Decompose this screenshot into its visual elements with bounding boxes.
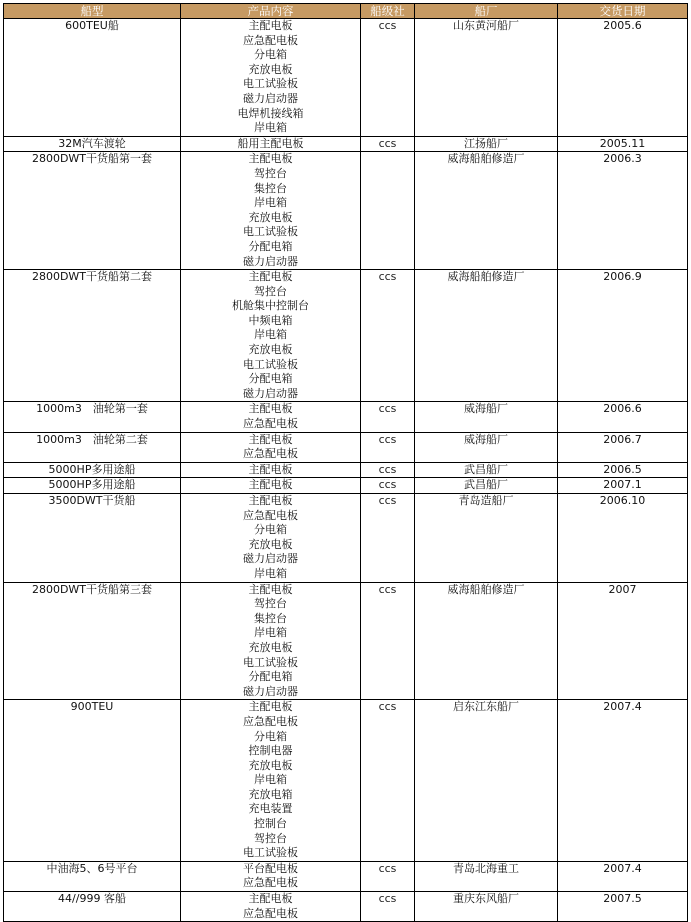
cell-delivery-date xyxy=(558,700,688,862)
cell-ship-type xyxy=(4,861,181,891)
product-item: 充放电板 xyxy=(248,343,293,357)
cell-delivery-date xyxy=(558,19,688,137)
product-item: 应急配电板 xyxy=(243,876,298,890)
product-item: 电焊机接线箱 xyxy=(237,106,304,120)
product-item: 充放电板 xyxy=(248,758,293,772)
header-shipyard: 船厂 xyxy=(415,4,558,19)
cell-class-society xyxy=(361,19,415,137)
product-item: 磁力启动器 xyxy=(243,91,298,105)
product-item: 充放电板 xyxy=(248,210,293,224)
cell-delivery-date-text: 2007 xyxy=(608,582,637,596)
cell-shipyard-text: 启东江东船厂 xyxy=(453,700,519,714)
product-item: 主配电板 xyxy=(248,270,293,284)
cell-class-society-text: ccs xyxy=(378,861,397,875)
product-item: 充电装置 xyxy=(248,802,293,816)
cell-shipyard xyxy=(415,892,558,922)
product-item: 机舱集中控制台 xyxy=(232,299,309,313)
cell-shipyard xyxy=(415,462,558,478)
cell-shipyard xyxy=(415,432,558,462)
table-row xyxy=(4,19,688,137)
table-row xyxy=(4,152,688,270)
cell-delivery-date xyxy=(558,432,688,462)
cell-shipyard-text: 威海船舶修造厂 xyxy=(447,152,525,166)
cell-ship-type xyxy=(4,582,181,700)
cell-products xyxy=(181,152,361,270)
product-item: 电工试验板 xyxy=(243,846,298,860)
cell-class-society xyxy=(361,582,415,700)
cell-products xyxy=(181,494,361,583)
cell-ship-type-text: 600TEU船 xyxy=(65,19,119,32)
product-item: 应急配电板 xyxy=(243,417,298,431)
product-item: 驾控台 xyxy=(254,831,287,845)
cell-products xyxy=(181,136,361,152)
cell-class-society-text xyxy=(361,152,414,167)
cell-shipyard-text: 威海船舶修造厂 xyxy=(447,582,525,596)
cell-class-society xyxy=(361,892,415,922)
product-item: 磁力启动器 xyxy=(243,684,298,698)
product-item: 驾控台 xyxy=(254,597,287,611)
cell-delivery-date-text: 2006.5 xyxy=(603,462,642,476)
cell-class-society-text: ccs xyxy=(378,582,397,596)
table-row xyxy=(4,462,688,478)
cell-shipyard xyxy=(415,700,558,862)
cell-delivery-date xyxy=(558,402,688,432)
cell-shipyard-text: 武昌船厂 xyxy=(464,462,508,476)
cell-shipyard xyxy=(415,494,558,583)
cell-ship-type-text: 5000HP多用途船 xyxy=(48,478,136,492)
cell-delivery-date xyxy=(558,861,688,891)
cell-ship-type-text: 44//999 客船 xyxy=(58,892,126,906)
cell-ship-type-text: 3500DWT干货船 xyxy=(48,494,136,507)
cell-ship-type-text: 5000HP多用途船 xyxy=(48,462,136,476)
cell-class-society-text: ccs xyxy=(378,19,397,32)
product-item: 分电箱 xyxy=(254,729,287,743)
product-item: 应急配电板 xyxy=(243,714,298,728)
table-row xyxy=(4,494,688,583)
cell-shipyard-text: 武昌船厂 xyxy=(464,478,508,492)
product-item: 岸电箱 xyxy=(254,328,287,342)
cell-class-society xyxy=(361,432,415,462)
product-item: 岸电箱 xyxy=(254,566,287,580)
product-item: 磁力启动器 xyxy=(243,254,298,268)
product-item: 岸电箱 xyxy=(254,626,287,640)
table-row xyxy=(4,136,688,152)
header-row xyxy=(4,4,688,19)
cell-ship-type-text: 1000m3 油轮第一套 xyxy=(36,402,148,416)
product-item: 驾控台 xyxy=(254,284,287,298)
cell-class-society-text: ccs xyxy=(378,478,397,492)
cell-shipyard xyxy=(415,152,558,270)
cell-delivery-date xyxy=(558,270,688,402)
cell-class-society xyxy=(361,462,415,478)
cell-delivery-date-text: 2006.6 xyxy=(603,402,642,416)
cell-shipyard-text: 山东黄河船厂 xyxy=(453,19,519,32)
cell-products xyxy=(181,462,361,478)
cell-delivery-date xyxy=(558,582,688,700)
product-item: 充放电板 xyxy=(248,640,293,654)
product-item: 磁力启动器 xyxy=(243,552,298,566)
cell-shipyard xyxy=(415,582,558,700)
cell-shipyard-text: 重庆东风船厂 xyxy=(453,892,519,906)
product-item: 主配电板 xyxy=(248,700,293,714)
product-item: 主配电板 xyxy=(248,432,293,446)
cell-ship-type xyxy=(4,402,181,432)
cell-delivery-date-text: 2007.4 xyxy=(603,700,642,714)
cell-products xyxy=(181,402,361,432)
table-row xyxy=(4,861,688,891)
table-row xyxy=(4,892,688,922)
cell-ship-type xyxy=(4,892,181,922)
cell-ship-type xyxy=(4,478,181,494)
table-row xyxy=(4,582,688,700)
cell-delivery-date-text: 2007.4 xyxy=(603,861,642,875)
cell-ship-type xyxy=(4,494,181,583)
product-item: 充放电箱 xyxy=(248,787,293,801)
cell-shipyard-text: 威海船舶修造厂 xyxy=(447,270,525,284)
product-item: 岸电箱 xyxy=(254,773,287,787)
product-item: 主配电板 xyxy=(248,478,293,492)
product-item: 主配电板 xyxy=(248,402,293,416)
cell-shipyard-text: 威海船厂 xyxy=(464,402,508,416)
cell-shipyard-text: 威海船厂 xyxy=(464,432,508,446)
cell-ship-type xyxy=(4,152,181,270)
cell-ship-type-text: 32M汽车渡轮 xyxy=(58,136,126,150)
cell-ship-type-text: 2800DWT干货船第一套 xyxy=(31,152,153,166)
cell-delivery-date xyxy=(558,892,688,922)
cell-shipyard xyxy=(415,478,558,494)
header-products: 产品内容 xyxy=(181,4,361,19)
product-item: 应急配电板 xyxy=(243,906,298,920)
product-item: 集控台 xyxy=(254,181,287,195)
cell-class-society xyxy=(361,136,415,152)
cell-ship-type xyxy=(4,136,181,152)
delivery-records-table xyxy=(3,3,688,922)
cell-delivery-date xyxy=(558,136,688,152)
cell-delivery-date xyxy=(558,152,688,270)
cell-shipyard-text: 青岛造船厂 xyxy=(458,494,514,507)
cell-products xyxy=(181,700,361,862)
product-item: 主配电板 xyxy=(248,494,293,507)
product-item: 电工试验板 xyxy=(243,77,298,91)
cell-ship-type-text: 中油海5、6号平台 xyxy=(46,861,138,875)
cell-delivery-date xyxy=(558,462,688,478)
cell-class-society-text: ccs xyxy=(378,270,397,284)
cell-products xyxy=(181,478,361,494)
product-item: 中频电箱 xyxy=(248,313,293,327)
product-item: 平台配电板 xyxy=(243,861,298,875)
delivery-records-sheet xyxy=(3,3,688,922)
product-item: 岸电箱 xyxy=(254,196,287,210)
cell-delivery-date-text: 2006.9 xyxy=(603,270,642,284)
cell-products xyxy=(181,19,361,137)
cell-products xyxy=(181,892,361,922)
cell-ship-type-text: 900TEU xyxy=(70,700,114,714)
cell-shipyard-text: 江扬船厂 xyxy=(464,136,508,150)
cell-class-society-text: ccs xyxy=(378,892,397,906)
table-row xyxy=(4,270,688,402)
product-item: 充放电板 xyxy=(248,62,293,76)
product-item: 主配电板 xyxy=(248,892,293,906)
cell-shipyard xyxy=(415,270,558,402)
product-item: 分配电箱 xyxy=(248,372,293,386)
cell-class-society xyxy=(361,478,415,494)
product-item: 分电箱 xyxy=(254,48,287,62)
cell-ship-type xyxy=(4,462,181,478)
cell-shipyard xyxy=(415,402,558,432)
product-item: 主配电板 xyxy=(248,462,293,476)
product-item: 驾控台 xyxy=(254,166,287,180)
cell-class-society-text: ccs xyxy=(378,432,397,446)
product-item: 主配电板 xyxy=(248,19,293,32)
cell-class-society xyxy=(361,700,415,862)
product-item: 岸电箱 xyxy=(254,121,287,135)
product-item: 主配电板 xyxy=(248,152,293,166)
cell-class-society-text: ccs xyxy=(378,462,397,476)
product-item: 集控台 xyxy=(254,611,287,625)
header-ship-type: 船型 xyxy=(4,4,181,19)
product-item: 电工试验板 xyxy=(243,357,298,371)
cell-class-society xyxy=(361,494,415,583)
cell-delivery-date-text: 2006.7 xyxy=(603,432,642,446)
cell-ship-type-text: 2800DWT干货船第二套 xyxy=(31,270,153,284)
cell-delivery-date xyxy=(558,494,688,583)
table-row xyxy=(4,402,688,432)
product-item: 船用主配电板 xyxy=(237,136,304,150)
cell-delivery-date-text: 2007.1 xyxy=(603,478,642,492)
cell-class-society-text: ccs xyxy=(378,494,397,507)
cell-products xyxy=(181,582,361,700)
cell-delivery-date-text: 2007.5 xyxy=(603,892,642,906)
product-item: 应急配电板 xyxy=(243,33,298,47)
cell-ship-type xyxy=(4,270,181,402)
cell-shipyard xyxy=(415,861,558,891)
product-item: 应急配电板 xyxy=(243,508,298,522)
product-item: 分配电箱 xyxy=(248,239,293,253)
cell-class-society-text: ccs xyxy=(378,700,397,714)
cell-delivery-date xyxy=(558,478,688,494)
product-item: 电工试验板 xyxy=(243,655,298,669)
cell-shipyard xyxy=(415,19,558,137)
header-class-society: 船级社 xyxy=(361,4,415,19)
product-item: 充放电板 xyxy=(248,537,293,551)
table-row xyxy=(4,478,688,494)
table-row xyxy=(4,432,688,462)
cell-class-society-text: ccs xyxy=(378,136,397,150)
product-item: 控制台 xyxy=(254,817,287,831)
cell-delivery-date-text: 2006.3 xyxy=(603,152,642,166)
cell-ship-type xyxy=(4,432,181,462)
product-item: 应急配电板 xyxy=(243,447,298,461)
cell-products xyxy=(181,270,361,402)
cell-shipyard xyxy=(415,136,558,152)
header-delivery-date: 交货日期 xyxy=(558,4,688,19)
cell-ship-type xyxy=(4,19,181,137)
cell-ship-type xyxy=(4,700,181,862)
product-item: 电工试验板 xyxy=(243,225,298,239)
table-row xyxy=(4,700,688,862)
product-item: 主配电板 xyxy=(248,582,293,596)
product-item: 磁力启动器 xyxy=(243,386,298,400)
cell-class-society xyxy=(361,270,415,402)
table-body xyxy=(4,19,688,922)
cell-delivery-date-text: 2005.6 xyxy=(603,19,642,32)
cell-products xyxy=(181,432,361,462)
cell-class-society xyxy=(361,402,415,432)
cell-products xyxy=(181,861,361,891)
cell-class-society-text: ccs xyxy=(378,402,397,416)
product-item: 控制电器 xyxy=(248,744,293,758)
cell-ship-type-text: 1000m3 油轮第二套 xyxy=(36,432,148,446)
product-item: 分配电箱 xyxy=(248,670,293,684)
cell-ship-type-text: 2800DWT干货船第三套 xyxy=(31,582,153,596)
cell-delivery-date-text: 2005.11 xyxy=(599,136,646,150)
product-item: 分电箱 xyxy=(254,523,287,537)
cell-class-society xyxy=(361,152,415,270)
cell-shipyard-text: 青岛北海重工 xyxy=(453,861,519,875)
cell-delivery-date-text: 2006.10 xyxy=(599,494,646,507)
cell-class-society xyxy=(361,861,415,891)
